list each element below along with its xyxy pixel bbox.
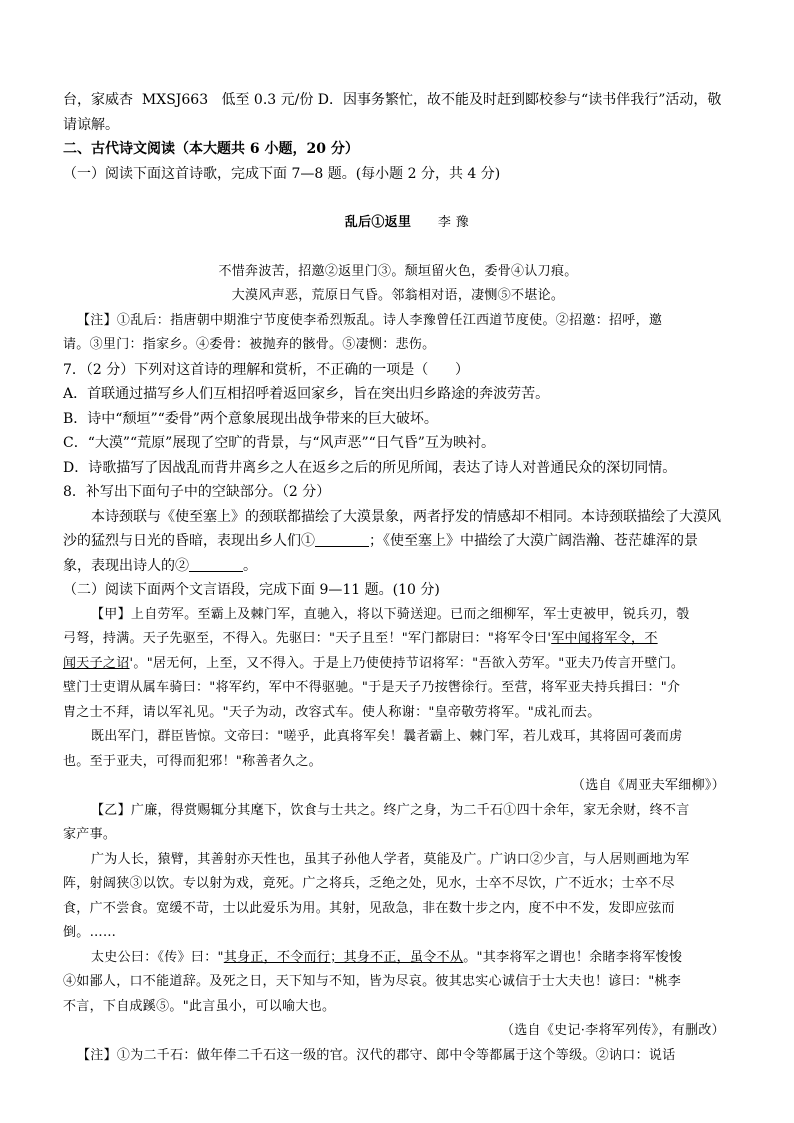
source-citation: （选自《周亚夫军细柳》） xyxy=(571,778,725,793)
text-line: 请谅解。 xyxy=(63,116,119,133)
subsection-heading: （一）阅读下面这首诗歌，完成下面 7—8 题。(每小题 2 分，共 4 分) xyxy=(63,165,501,182)
passage-yi: 食，广不尝食。宽缓不苛，士以此爱乐为用。其射，见敌急，非在数十步之内，度不中不发，发即应弦而 xyxy=(63,900,675,916)
answer-blank-1[interactable] xyxy=(315,532,369,547)
passage-yi: 广为人长，猿臂，其善射亦天性也，虽其子孙他人学者，莫能及广。广讷口②少言，与人居则画地为军 xyxy=(91,851,690,867)
section-heading: 二、古代诗文阅读（本大题共 6 小题，20 分） xyxy=(63,141,359,157)
passage-jia: 也。至于亚夫，可得而犯邪！"称善者久之。 xyxy=(63,753,322,769)
option-b: B．诗中“颓垣”“委骨”两个意象展现出战争带来的巨大破坏。 xyxy=(63,410,438,427)
passage-jia: 【甲】上自劳军。至霸上及棘门军，直驰入，将以下骑送迎。已而之细柳军，军士吏被甲，锐兵刃，彀 xyxy=(91,606,690,622)
passage-jia: 既出军门，群臣皆惊。文帝曰："嗟乎，此真将军矣！曩者霸上、棘门军，若儿戏耳，其将固可袭而虏 xyxy=(91,729,683,744)
document-page xyxy=(63,88,733,1068)
passage-jia: 胄之士不拜，请以军礼见。"天子为动，改容式车。使人称谢："皇帝敬劳将军。"成礼而去。 xyxy=(63,704,601,720)
question-8-body: 本诗颈联与《使至塞上》的颈联都描绘了大漠景象，两者抒发的情感却不相同。本诗颈联描绘了大漠风 xyxy=(91,508,721,525)
passage-yi: 太史公曰：《传》曰："其身正，不令而行；其身不正，虽令不从。"其李将军之谓也！余睹李将军悛悛 xyxy=(91,949,683,965)
passage-jia: 闻天子之诏'。"居无何，上至，又不得入。于是上乃使使持节诏将军："吾欲入劳军。"亚夫乃传言开壁门。 xyxy=(63,655,685,671)
question-8-body: 象，表现出诗人的② 。 xyxy=(63,557,257,574)
passage-jia: 壁门士吏谓从属车骑曰："将军约，军中不得驱驰。"于是天子乃按辔徐行。至营，将军亚夫持兵揖曰："介 xyxy=(63,680,681,695)
poem-note: 请。③里门：指家乡。④委骨：被抛弃的骸骨。⑤凄恻：悲伤。 xyxy=(63,337,436,352)
source-citation: （选自《史记·李将军列传》，有删改） xyxy=(500,1023,725,1038)
poem-title-line xyxy=(63,186,733,260)
underlined-text: 闻天子之诏 xyxy=(63,655,130,671)
passage-yi: 倒。…… xyxy=(63,925,117,940)
text-line: 台，家威杏 MXSJ663 低至 0.3 元/份 D．因事务繁忙，故不能及时赶到郾校参与“读书伴我行”活动，敬 xyxy=(63,92,722,108)
option-a: A．首联通过描写乡人们互相招呼着返回家乡，旨在突出归乡路途的奔波劳苦。 xyxy=(63,386,550,402)
passage-yi: 阵，射阔狭③以饮。专以射为戏，竟死。广之将兵，乏绝之处，见水，士卒不尽饮，广不近水；士卒不尽 xyxy=(63,876,675,891)
passage-yi: 不言，下自成蹊⑤。"此言虽小，可以喻大也。 xyxy=(63,998,336,1014)
poem-line: 不惜奔波苦，招邀②返里门③。颓垣留火色，委骨④认刀痕。 xyxy=(218,263,578,279)
passage-yi: 家产事。 xyxy=(63,827,117,842)
underlined-text: 其身正，不令而行；其身不正，虽令不从 xyxy=(223,949,464,965)
poem-author: 李 豫 xyxy=(437,214,469,230)
option-d: D．诗歌描写了因战乱而背井离乡之人在返乡之后的所见所闻，表达了诗人对普通民众的深切同情。 xyxy=(63,459,677,476)
option-c: C．“大漠”“荒原”展现了空旷的背景，与“风声恶”“日气昏”互为映衬。 xyxy=(63,435,495,451)
passage-yi: ④如鄙人，口不能道辞。及死之日，天下知与不知，皆为尽哀。彼其忠实心诚信于士大夫也！谚曰："桃李 xyxy=(63,974,682,989)
subsection-heading: （二）阅读下面两个文言语段，完成下面 9—11 题。(10 分) xyxy=(63,582,440,598)
question-8: 8．补写出下面句子中的空缺部分。（2 分） xyxy=(63,484,331,500)
underlined-text: 军中闻将军令，不 xyxy=(551,631,658,646)
poem-line: 大漠风声恶，荒原日气昏。邻翁相对语，凄恻⑤不堪论。 xyxy=(231,288,565,303)
question-8-body: 沙的猛烈与日光的昏暗，表现出乡人们① ；《使至塞上》中描绘了大漠广阔浩瀚、苍茫雄浑的景 xyxy=(63,533,698,549)
poem-note: 【注】①乱后：指唐朝中期淮宁节度使李希烈叛乱。诗人李豫曾任江西道节度使。②招邀：招呼，邀 xyxy=(77,312,663,328)
passage-yi: 【乙】广廉，得赏赐辄分其麾下，饮食与士共之。终广之身，为二千石①四十余年，家无余财，终不言 xyxy=(91,802,690,818)
answer-blank-2[interactable] xyxy=(189,557,243,572)
passage-note: 【注】①为二千石：做年俸二千石这一级的官。汉代的郡守、郎中令等都属于这个等级。②讷口：说话 xyxy=(77,1047,676,1063)
passage-jia: 弓弩，持满。天子先驱至，不得入。先驱曰："天子且至！"军门都尉曰："将军令曰'军中闻将军令，不 xyxy=(63,631,658,646)
question-7: 7．（2 分）下列对这首诗的理解和赏析，不正确的一项是（ ） xyxy=(63,361,469,378)
poem-title: 乱后①返里 xyxy=(344,214,412,230)
